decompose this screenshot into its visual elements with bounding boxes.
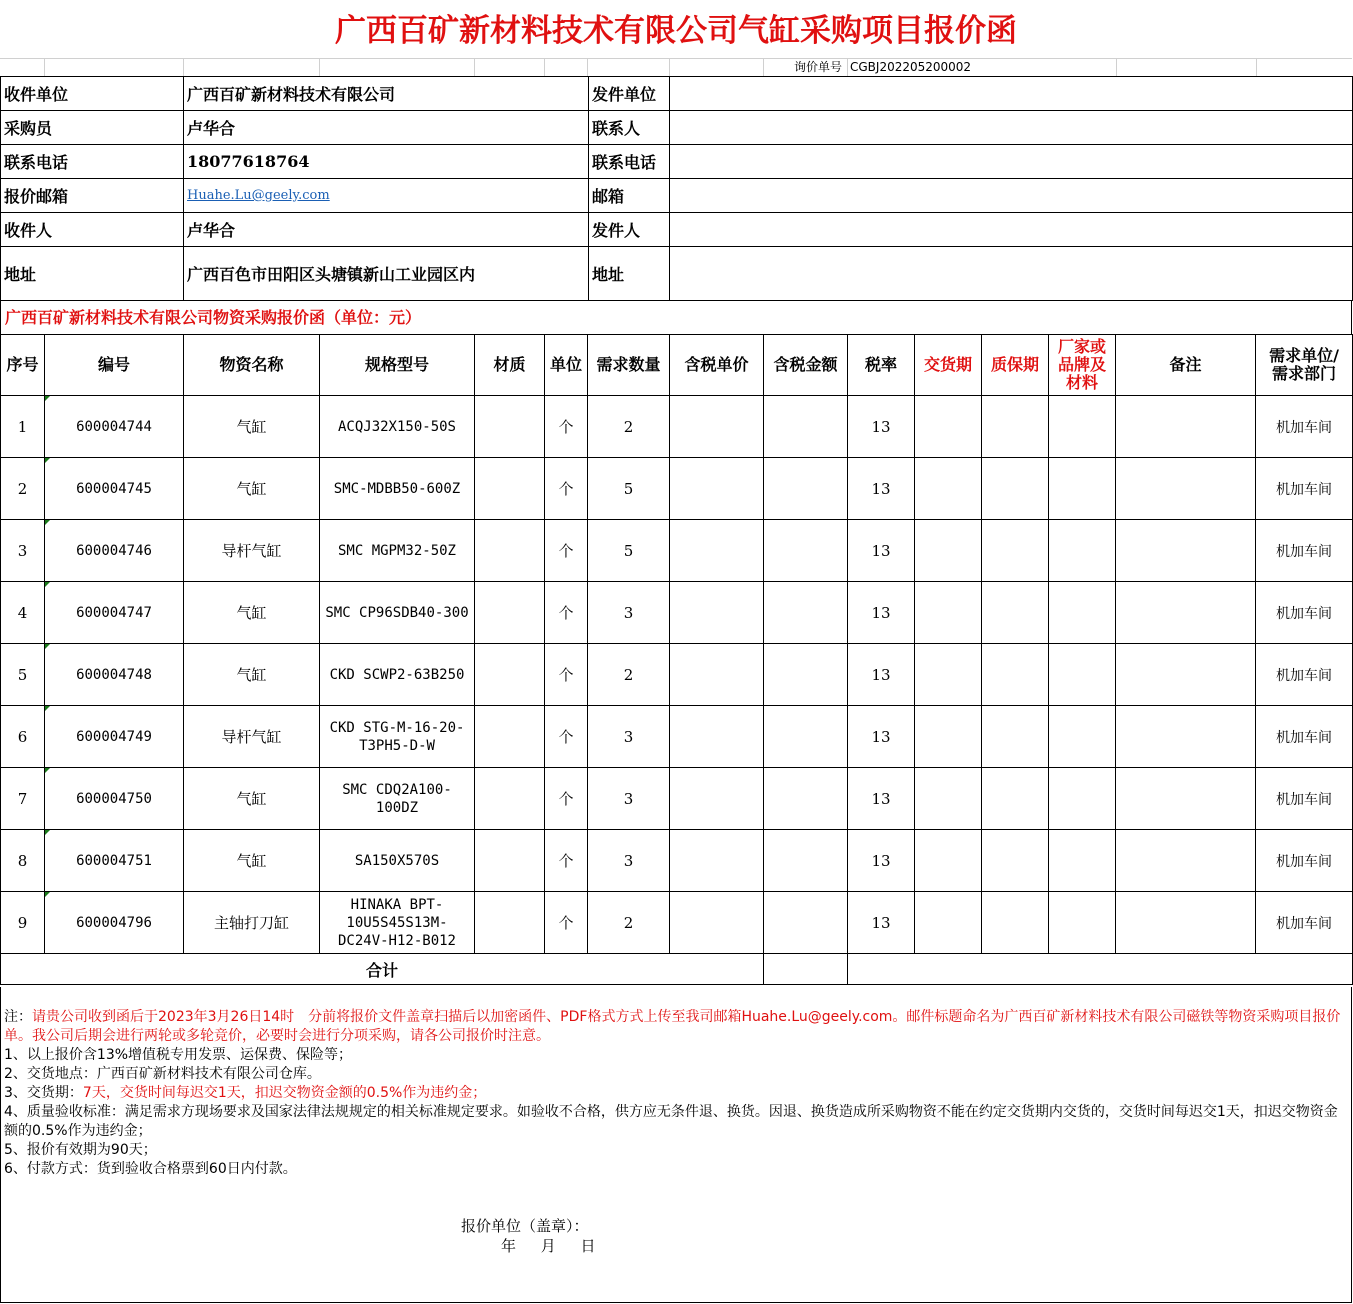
item-tax-rate-cell: 13: [848, 582, 915, 644]
item-remark-cell[interactable]: [1116, 458, 1256, 520]
inquiry-label: 询价单号: [794, 60, 843, 74]
item-number-cell: 6: [1, 706, 45, 768]
info-value-input[interactable]: [670, 247, 1353, 301]
email-cell: [184, 179, 589, 213]
column-header: 备注: [1116, 335, 1256, 396]
item-department-cell: 机加车间: [1256, 396, 1353, 458]
info-label: 地址: [1, 247, 184, 301]
table-row: [1, 892, 1353, 954]
notes-intro-text: 请贵公司收到函后于2023年3月26日14时 分前将报价文件盖章扫描后以加密函件、PDF格式方式上传至我司邮箱Huahe.Lu@geely.com。邮件标题命名为广西百矿新材料技术有限公司磁铁等物资采购项目报价单。我公司后期会进行两轮或多轮竞价，必要时会进行分项采购，请各公司报价时注意。: [4, 1009, 1341, 1044]
signature-date: 年 月 日: [501, 1237, 596, 1255]
item-delivery-cell[interactable]: [915, 830, 982, 892]
item-spec-cell: SMC CP96SDB40-300: [320, 582, 475, 644]
info-label: 发件人: [589, 213, 670, 247]
item-tax-rate-cell: 13: [848, 396, 915, 458]
item-material-cell[interactable]: [475, 520, 545, 582]
item-name-cell: 主轴打刀缸: [184, 892, 320, 954]
notes-intro: 注：请贵公司收到函后于2023年3月26日14时 分前将报价文件盖章扫描后以加密函件、PDF格式方式上传至我司邮箱Huahe.Lu@geely.com。邮件标题命名为广西百矿新材料技术有限公司磁铁等物资采购项目报价单。我公司后期会进行两轮或多轮竞价，必要时会进行分项采购，请各公司报价时注意。: [4, 1009, 1341, 1044]
column-header: 含税金额: [764, 335, 848, 396]
table-row: [1, 830, 1353, 892]
item-code-cell: 600004749: [45, 706, 184, 768]
column-header: 编号: [45, 335, 184, 396]
item-spec-cell: CKD STG-M-16-20-T3PH5-D-W: [320, 706, 475, 768]
item-unit-price-cell[interactable]: [670, 830, 764, 892]
item-department-cell: 机加车间: [1256, 830, 1353, 892]
item-warranty-cell[interactable]: [982, 830, 1049, 892]
item-unit-price-cell[interactable]: [670, 582, 764, 644]
item-brand-cell[interactable]: [1049, 768, 1116, 830]
item-code-cell: 600004747: [45, 582, 184, 644]
item-unit-price-cell[interactable]: [670, 768, 764, 830]
item-code-cell: 600004744: [45, 396, 184, 458]
item-warranty-cell[interactable]: [982, 582, 1049, 644]
item-amount-cell[interactable]: [764, 892, 848, 954]
item-spec-cell: SMC CDQ2A100-100DZ: [320, 768, 475, 830]
item-spec-cell: HINAKA BPT-10U5S45S13M-DC24V-H12-B012: [320, 892, 475, 954]
item-warranty-cell[interactable]: [982, 396, 1049, 458]
info-value: 广西百矿新材料技术有限公司: [184, 77, 589, 111]
item-code-cell: 600004796: [45, 892, 184, 954]
column-header: 含税单价: [670, 335, 764, 396]
item-unit-cell: 个: [545, 644, 588, 706]
item-unit-price-cell[interactable]: [670, 396, 764, 458]
item-number-cell: 8: [1, 830, 45, 892]
item-unit-cell: 个: [545, 396, 588, 458]
item-name-cell: 气缸: [184, 644, 320, 706]
item-unit-cell: 个: [545, 830, 588, 892]
item-code-cell: 600004750: [45, 768, 184, 830]
table-row: [1, 706, 1353, 768]
item-delivery-cell[interactable]: [915, 520, 982, 582]
item-amount-cell[interactable]: [764, 458, 848, 520]
item-amount-cell[interactable]: [764, 520, 848, 582]
total-row: [1, 954, 1353, 985]
item-delivery-cell[interactable]: [915, 706, 982, 768]
info-row: [1, 111, 1353, 145]
table-row: [1, 582, 1353, 644]
item-amount-cell[interactable]: [764, 582, 848, 644]
item-quantity-cell: 3: [588, 768, 670, 830]
info-value: 卢华合: [184, 213, 589, 247]
item-quantity-cell: 3: [588, 706, 670, 768]
item-brand-cell[interactable]: [1049, 830, 1116, 892]
info-label: 邮箱: [589, 179, 670, 213]
item-code-cell: 600004745: [45, 458, 184, 520]
info-label: 收件人: [1, 213, 184, 247]
item-department-cell: 机加车间: [1256, 768, 1353, 830]
item-quantity-cell: 2: [588, 644, 670, 706]
item-code-cell: 600004751: [45, 830, 184, 892]
item-material-cell[interactable]: [475, 768, 545, 830]
item-quantity-cell: 3: [588, 582, 670, 644]
item-brand-cell[interactable]: [1049, 396, 1116, 458]
item-department-cell: 机加车间: [1256, 706, 1353, 768]
item-name-cell: 气缸: [184, 396, 320, 458]
item-name-cell: 导杆气缸: [184, 520, 320, 582]
item-number-cell: 2: [1, 458, 45, 520]
item-remark-cell[interactable]: [1116, 768, 1256, 830]
item-material-cell[interactable]: [475, 644, 545, 706]
item-quantity-cell: 5: [588, 520, 670, 582]
column-header: 厂家或品牌及材料: [1049, 335, 1116, 396]
signature-label: 报价单位（盖章）：: [461, 1217, 589, 1235]
note-5: 5、报价有效期为90天；: [4, 1142, 157, 1158]
info-label: 联系电话: [1, 145, 184, 179]
item-department-cell: 机加车间: [1256, 582, 1353, 644]
info-value: 18077618764: [184, 145, 589, 179]
item-delivery-cell[interactable]: [915, 458, 982, 520]
spacer-grid-row: [0, 58, 1352, 77]
item-spec-cell: CKD SCWP2-63B250: [320, 644, 475, 706]
item-brand-cell[interactable]: [1049, 458, 1116, 520]
item-tax-rate-cell: 13: [848, 892, 915, 954]
info-row: [1, 179, 1353, 213]
item-tax-rate-cell: 13: [848, 830, 915, 892]
table-header-row: [1, 335, 1353, 396]
note-3-penalty: 7天，交货时间每迟交1天，扣迟交物资金额的0.5%作为违约金；: [82, 1085, 487, 1101]
item-brand-cell[interactable]: [1049, 706, 1116, 768]
item-department-cell: 机加车间: [1256, 458, 1353, 520]
item-unit-price-cell[interactable]: [670, 458, 764, 520]
table-row: [1, 458, 1353, 520]
info-row: [1, 247, 1353, 301]
item-unit-price-cell[interactable]: [670, 706, 764, 768]
item-name-cell: 气缸: [184, 768, 320, 830]
info-label: 联系人: [589, 111, 670, 145]
item-name-cell: 气缸: [184, 582, 320, 644]
item-unit-cell: 个: [545, 706, 588, 768]
item-number-cell: 5: [1, 644, 45, 706]
item-warranty-cell[interactable]: [982, 520, 1049, 582]
item-number-cell: 7: [1, 768, 45, 830]
item-tax-rate-cell: 13: [848, 458, 915, 520]
column-header: 规格型号: [320, 335, 475, 396]
item-spec-cell: SMC-MDBB50-600Z: [320, 458, 475, 520]
item-number-cell: 9: [1, 892, 45, 954]
item-amount-cell[interactable]: [764, 706, 848, 768]
info-label: 报价邮箱: [1, 179, 184, 213]
item-department-cell: 机加车间: [1256, 892, 1353, 954]
item-unit-price-cell[interactable]: [670, 520, 764, 582]
item-department-cell: 机加车间: [1256, 644, 1353, 706]
item-unit-cell: 个: [545, 768, 588, 830]
note-1: 1、以上报价含13%增值税专用发票、运保费、保险等；: [4, 1047, 353, 1063]
item-number-cell: 4: [1, 582, 45, 644]
notes-section: [0, 987, 1352, 1303]
item-warranty-cell[interactable]: [982, 706, 1049, 768]
inquiry-number: CGBJ202205200002: [850, 60, 972, 74]
table-row: [1, 396, 1353, 458]
note-6: 6、付款方式：货到验收合格票到60日内付款。: [4, 1161, 297, 1177]
column-header: 需求数量: [588, 335, 670, 396]
item-delivery-cell[interactable]: [915, 768, 982, 830]
total-blank-cell: [848, 954, 1353, 985]
info-value-input[interactable]: [670, 77, 1353, 111]
item-spec-cell: SA150X570S: [320, 830, 475, 892]
item-unit-cell: 个: [545, 582, 588, 644]
item-material-cell[interactable]: [475, 830, 545, 892]
item-unit-price-cell[interactable]: [670, 644, 764, 706]
table-row: [1, 520, 1353, 582]
item-remark-cell[interactable]: [1116, 520, 1256, 582]
info-value: 卢华合: [184, 111, 589, 145]
note-2: 2、交货地点：广西百矿新材料技术有限公司仓库。: [4, 1066, 321, 1082]
item-amount-cell[interactable]: [764, 768, 848, 830]
item-delivery-cell[interactable]: [915, 644, 982, 706]
item-material-cell[interactable]: [475, 458, 545, 520]
item-unit-price-cell[interactable]: [670, 892, 764, 954]
column-header: 序号: [1, 335, 45, 396]
info-label: 地址: [589, 247, 670, 301]
info-label: 收件单位: [1, 77, 184, 111]
item-quantity-cell: 5: [588, 458, 670, 520]
total-amount-cell[interactable]: [764, 954, 848, 985]
item-tax-rate-cell: 13: [848, 706, 915, 768]
item-quantity-cell: 2: [588, 892, 670, 954]
column-header: 单位: [545, 335, 588, 396]
item-material-cell[interactable]: [475, 396, 545, 458]
item-remark-cell[interactable]: [1116, 644, 1256, 706]
item-spec-cell: SMC MGPM32-50Z: [320, 520, 475, 582]
item-remark-cell[interactable]: [1116, 892, 1256, 954]
item-spec-cell: ACQJ32X150-50S: [320, 396, 475, 458]
info-value-input[interactable]: [670, 179, 1353, 213]
column-header: 税率: [848, 335, 915, 396]
item-number-cell: 1: [1, 396, 45, 458]
info-value-input[interactable]: [670, 213, 1353, 247]
item-amount-cell[interactable]: [764, 644, 848, 706]
item-remark-cell[interactable]: [1116, 396, 1256, 458]
item-brand-cell[interactable]: [1049, 892, 1116, 954]
info-label: 发件单位: [589, 77, 670, 111]
item-name-cell: 气缸: [184, 458, 320, 520]
item-warranty-cell[interactable]: [982, 458, 1049, 520]
item-material-cell[interactable]: [475, 892, 545, 954]
item-tax-rate-cell: 13: [848, 520, 915, 582]
item-remark-cell[interactable]: [1116, 582, 1256, 644]
info-row: [1, 77, 1353, 111]
item-name-cell: 导杆气缸: [184, 706, 320, 768]
email-link[interactable]: Huahe.Lu@geely.com: [187, 188, 330, 203]
item-unit-cell: 个: [545, 458, 588, 520]
info-value: 广西百色市田阳区头塘镇新山工业园区内: [184, 247, 589, 301]
item-department-cell: 机加车间: [1256, 520, 1353, 582]
item-brand-cell[interactable]: [1049, 644, 1116, 706]
item-code-cell: 600004746: [45, 520, 184, 582]
item-number-cell: 3: [1, 520, 45, 582]
item-material-cell[interactable]: [475, 706, 545, 768]
info-value-input[interactable]: [670, 111, 1353, 145]
column-header: 交货期: [915, 335, 982, 396]
item-unit-cell: 个: [545, 520, 588, 582]
page-title: 广西百矿新材料技术有限公司气缸采购项目报价函: [335, 13, 1017, 49]
item-remark-cell[interactable]: [1116, 830, 1256, 892]
item-amount-cell[interactable]: [764, 830, 848, 892]
column-header: 物资名称: [184, 335, 320, 396]
info-label: 采购员: [1, 111, 184, 145]
item-brand-cell[interactable]: [1049, 582, 1116, 644]
item-delivery-cell[interactable]: [915, 892, 982, 954]
items-table: [0, 334, 1353, 985]
item-warranty-cell[interactable]: [982, 892, 1049, 954]
item-quantity-cell: 3: [588, 830, 670, 892]
column-header: 需求单位/需求部门: [1256, 335, 1353, 396]
item-quantity-cell: 2: [588, 396, 670, 458]
info-table: [0, 76, 1353, 301]
item-warranty-cell[interactable]: [982, 768, 1049, 830]
info-label: 联系电话: [589, 145, 670, 179]
table-row: [1, 768, 1353, 830]
column-header: 材质: [475, 335, 545, 396]
item-material-cell[interactable]: [475, 582, 545, 644]
note-4: 4、质量验收标准：满足需求方现场要求及国家法律法规规定的相关标准规定要求。如验收不合格，供方应无条件退、换货。因退、换货造成所采购物资不能在约定交货期内交货的，交货时间每迟交1天，扣迟交物资金额的0.5%作为违约金；: [4, 1104, 1338, 1139]
total-label: 合计: [1, 954, 764, 985]
note-3: 3、交货期：7天，交货时间每迟交1天，扣迟交物资金额的0.5%作为违约金；: [4, 1085, 487, 1101]
item-unit-cell: 个: [545, 892, 588, 954]
item-warranty-cell[interactable]: [982, 644, 1049, 706]
item-code-cell: 600004748: [45, 644, 184, 706]
column-header: 质保期: [982, 335, 1049, 396]
item-name-cell: 气缸: [184, 830, 320, 892]
item-amount-cell[interactable]: [764, 396, 848, 458]
item-brand-cell[interactable]: [1049, 520, 1116, 582]
item-tax-rate-cell: 13: [848, 768, 915, 830]
section-subtitle: 广西百矿新材料技术有限公司物资采购报价函（单位：元）: [0, 301, 1352, 334]
info-row: [1, 213, 1353, 247]
info-row: [1, 145, 1353, 179]
info-value-input[interactable]: [670, 145, 1353, 179]
item-remark-cell[interactable]: [1116, 706, 1256, 768]
item-delivery-cell[interactable]: [915, 582, 982, 644]
item-tax-rate-cell: 13: [848, 644, 915, 706]
table-row: [1, 644, 1353, 706]
item-delivery-cell[interactable]: [915, 396, 982, 458]
